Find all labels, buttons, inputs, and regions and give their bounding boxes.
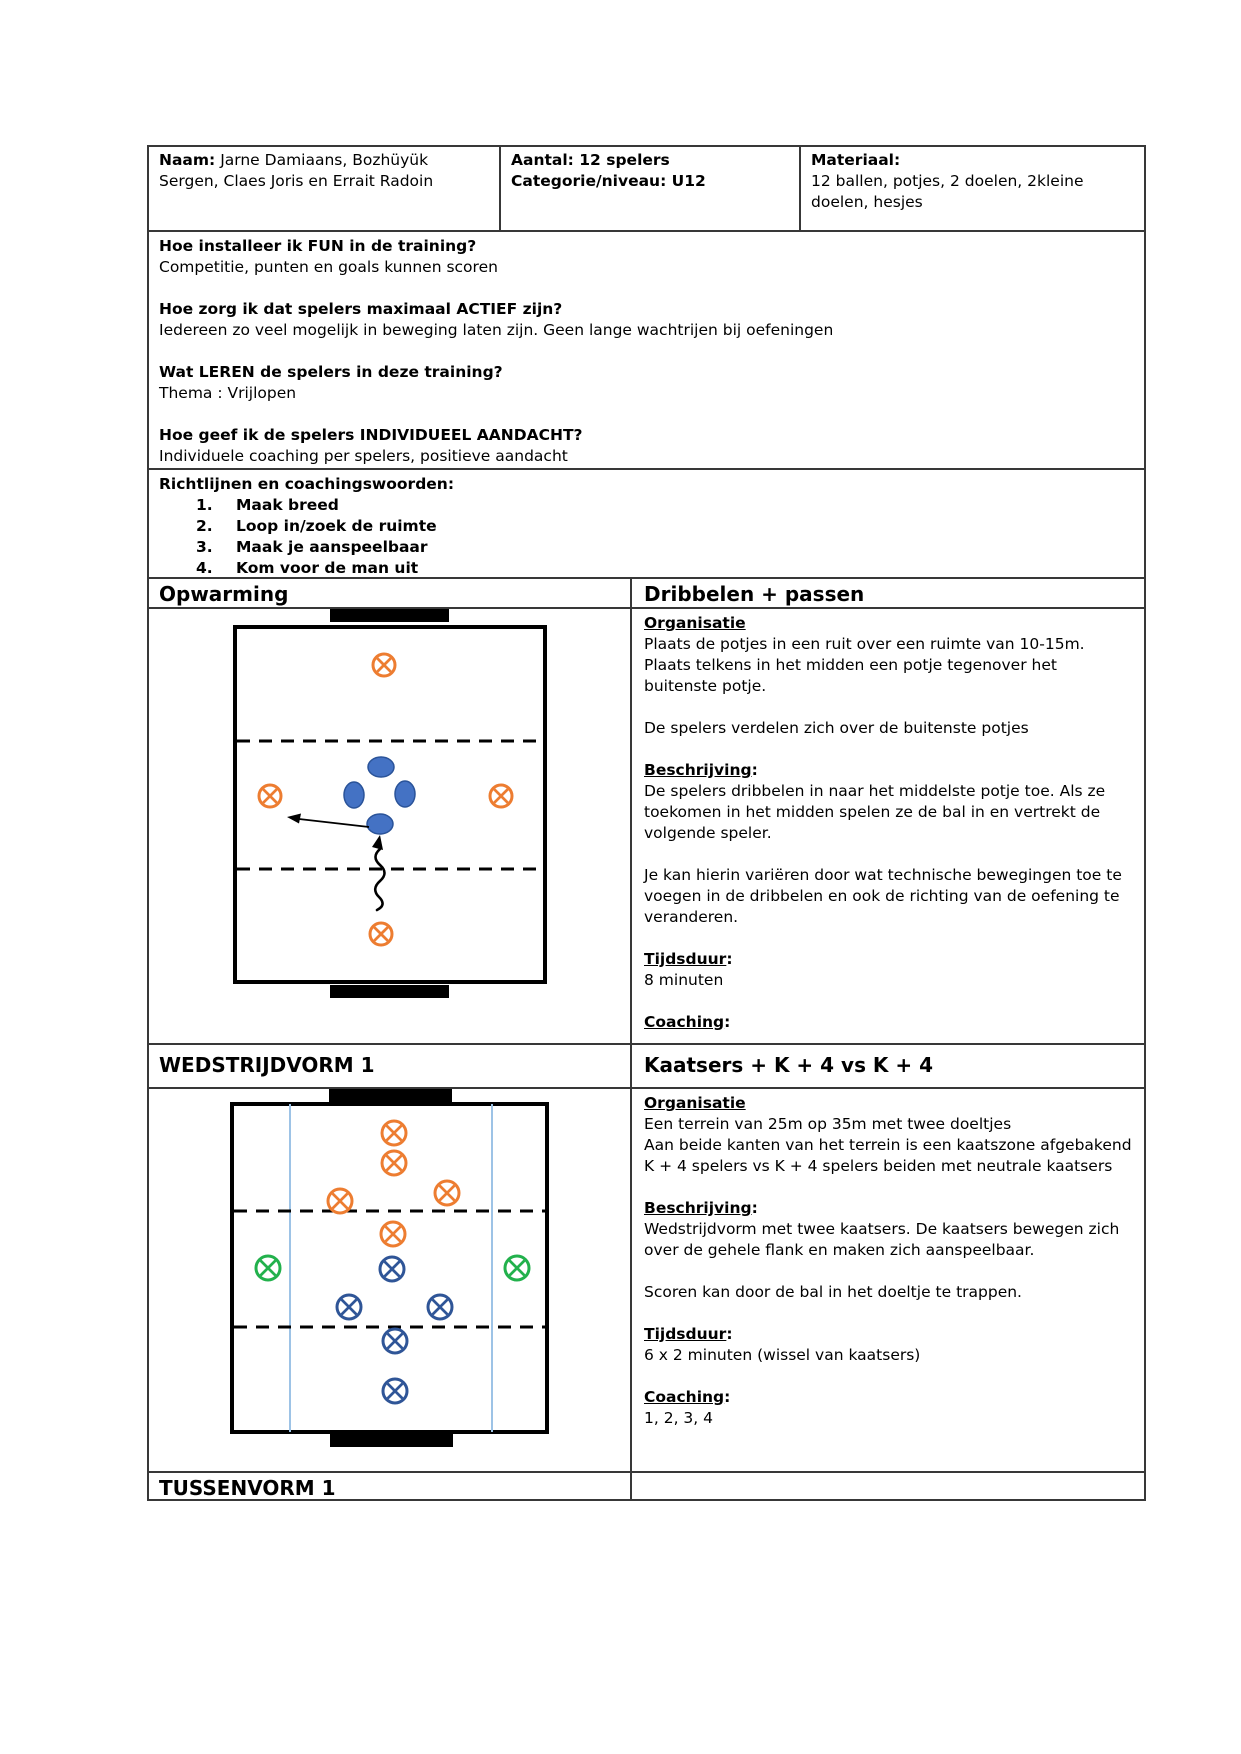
spacer — [644, 1261, 1134, 1282]
tussenvorm-title: TUSSENVORM 1 — [159, 1476, 336, 1499]
opwarming-field-diagram — [233, 609, 547, 998]
spacer — [644, 928, 1134, 949]
header-row — [149, 147, 1144, 230]
player-team-orange — [382, 1151, 406, 1175]
player-team-orange — [435, 1181, 459, 1205]
goal-top — [329, 1089, 452, 1102]
naam-value: Jarne Damiaans, Bozhüyük Sergen, Claes Joris en Errait Radoin — [159, 151, 434, 190]
naam-cell — [149, 147, 499, 230]
spacer — [644, 1366, 1134, 1387]
training-plan-table — [147, 145, 1146, 1501]
player-oval — [344, 782, 364, 808]
answer-text: Competitie, punten en goals kunnen scoren — [159, 258, 498, 276]
spacer — [644, 991, 1134, 1012]
question-text: Wat LEREN de spelers in deze training? — [159, 363, 503, 381]
wedstrijdvorm-diagram-cell — [149, 1089, 630, 1471]
player-team-navy — [383, 1329, 407, 1353]
body-text: Een terrein van 25m op 35m met twee doeltjes — [644, 1115, 1012, 1133]
field-label-text: Tijdsduur — [644, 950, 727, 968]
section2-header-row — [149, 1043, 1144, 1087]
richtlijn-text: Loop in/zoek de ruimte — [236, 517, 437, 535]
naam-label: Naam: — [159, 151, 216, 169]
question-text: Hoe installeer ik FUN in de training? — [159, 237, 477, 255]
goal-top — [330, 609, 449, 622]
opwarming-diagram-cell — [149, 609, 630, 1043]
spacer — [159, 278, 1134, 299]
field-label: Tijdsduur: — [644, 950, 733, 968]
materiaal-cell — [799, 147, 1144, 230]
tussenvorm-empty-cell — [630, 1473, 1144, 1499]
richtlijn-text: Maak breed — [236, 496, 339, 514]
spacer — [644, 739, 1134, 760]
materiaal-label: Materiaal: — [811, 151, 901, 169]
body-text: 6 x 2 minuten (wissel van kaatsers) — [644, 1346, 921, 1364]
field-label-text: Organisatie — [644, 614, 746, 632]
field-label-text: Organisatie — [644, 1094, 746, 1112]
body-text: De spelers dribbelen in naar het middelste potje toe. Als ze toekomen in het midden spelen ze de bal in en vertrekt de volgende speler. — [644, 782, 1106, 842]
kaatser-marker — [505, 1256, 529, 1280]
field-label-text: Beschrijving — [644, 1199, 752, 1217]
body-text: Scoren kan door de bal in het doeltje te trappen. — [644, 1283, 1022, 1301]
body-text: 1, 2, 3, 4 — [644, 1409, 714, 1427]
richtlijnen-list — [159, 495, 1134, 577]
section2-right-title: Kaatsers + K + 4 vs K + 4 — [630, 1045, 1144, 1087]
categorie-line: Categorie/niveau: U12 — [511, 172, 706, 190]
section2-left-title: WEDSTRIJDVORM 1 — [159, 1053, 375, 1077]
questions-row — [149, 230, 1144, 468]
player-team-navy — [383, 1379, 407, 1403]
materiaal-value: 12 ballen, potjes, 2 doelen, 2kleine doelen, hesjes — [811, 172, 1084, 211]
field-label-text: Beschrijving — [644, 761, 752, 779]
richtlijn-item — [159, 537, 1134, 558]
spacer — [644, 844, 1134, 865]
section1-left-title: Opwarming — [159, 582, 289, 606]
body-text: 8 minuten — [644, 971, 724, 989]
field-label: Tijdsduur: — [644, 1325, 733, 1343]
player-team-navy — [428, 1295, 452, 1319]
player-team-navy — [380, 1257, 404, 1281]
richtlijn-item — [159, 558, 1134, 577]
player-oval — [368, 757, 394, 777]
richtlijn-text: Kom voor de man uit — [236, 559, 419, 577]
spacer — [644, 697, 1134, 718]
player-team-navy — [337, 1295, 361, 1319]
aantal-cell — [499, 147, 799, 230]
spacer — [644, 1177, 1134, 1198]
field-label-text: Coaching — [644, 1013, 725, 1031]
body-text: Wedstrijdvorm met twee kaatsers. De kaatsers bewegen zich over de gehele flank en maken zich aanspeelbaar. — [644, 1220, 1120, 1259]
cone-marker — [490, 785, 512, 807]
dribbelen-passen-description — [630, 609, 1144, 1043]
richtlijnen-row — [149, 468, 1144, 577]
richtlijn-number: 1. — [196, 496, 213, 514]
richtlijn-number: 2. — [196, 517, 213, 535]
spacer — [644, 1303, 1134, 1324]
section1-content-row — [149, 607, 1144, 1043]
richtlijn-number: 4. — [196, 559, 213, 577]
richtlijn-item — [159, 495, 1134, 516]
section2-content-row — [149, 1087, 1144, 1471]
aantal-line: Aantal: 12 spelers — [511, 151, 670, 169]
wedstrijdvorm-field-diagram — [230, 1089, 549, 1447]
kaatsers-description — [630, 1089, 1144, 1471]
cone-marker — [370, 923, 392, 945]
player-oval — [367, 814, 393, 834]
richtlijn-item — [159, 516, 1134, 537]
section1-header-row — [149, 577, 1144, 607]
cone-marker — [373, 654, 395, 676]
richtlijn-number: 3. — [196, 538, 213, 556]
footer-row — [149, 1471, 1144, 1499]
body-text: Plaats de potjes in een ruit over een ruimte van 10-15m. Plaats telkens in het midden een potje tegenover het buitenste potje. — [644, 635, 1085, 695]
question-text: Hoe zorg ik dat spelers maximaal ACTIEF zijn? — [159, 300, 563, 318]
player-team-orange — [328, 1189, 352, 1213]
field-label: Beschrijving: — [644, 761, 758, 779]
body-text: De spelers verdelen zich over de buitenste potjes — [644, 719, 1029, 737]
field-label: Coaching: — [644, 1388, 731, 1406]
cone-marker — [259, 785, 281, 807]
player-team-orange — [382, 1121, 406, 1145]
answer-text: Thema : Vrijlopen — [159, 384, 297, 402]
kaatser-marker — [256, 1256, 280, 1280]
field-label-text: Tijdsduur — [644, 1325, 727, 1343]
spacer — [159, 404, 1134, 425]
spacer — [159, 341, 1134, 362]
goal-bottom — [330, 1434, 453, 1447]
field-label — [644, 613, 1134, 634]
answer-text: Iedereen zo veel mogelijk in beweging laten zijn. Geen lange wachtrijen bij oefeningen — [159, 321, 834, 339]
field-label-text: Coaching — [644, 1388, 725, 1406]
richtlijnen-title: Richtlijnen en coachingswoorden: — [159, 475, 455, 493]
goal-bottom — [330, 985, 449, 998]
body-text: K + 4 spelers vs K + 4 spelers beiden met neutrale kaatsers — [644, 1157, 1113, 1175]
section1-right-title: Dribbelen + passen — [630, 579, 1144, 607]
body-text: Je kan hierin variëren door wat technische bewegingen toe te voegen in de dribbelen en ook de richting van de oefening te veranderen. — [644, 866, 1122, 926]
richtlijn-text: Maak je aanspeelbaar — [236, 538, 428, 556]
player-oval — [395, 781, 415, 807]
answer-text: Individuele coaching per spelers, positieve aandacht — [159, 447, 568, 465]
field-label — [644, 1093, 1134, 1114]
field-label: Coaching: — [644, 1013, 731, 1031]
question-text: Hoe geef ik de spelers INDIVIDUEEL AANDACHT? — [159, 426, 583, 444]
player-team-orange — [381, 1222, 405, 1246]
field-label: Beschrijving: — [644, 1199, 758, 1217]
body-text: Aan beide kanten van het terrein is een kaatszone afgebakend — [644, 1136, 1132, 1154]
